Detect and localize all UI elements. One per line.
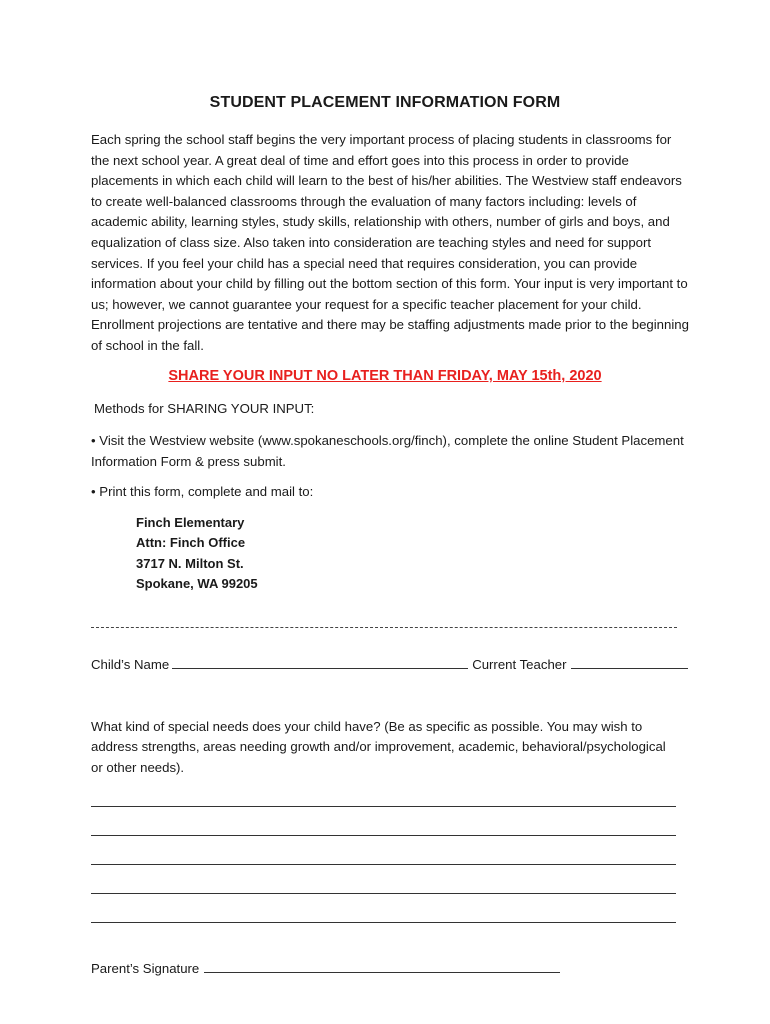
child-name-field[interactable]: [172, 656, 468, 669]
special-needs-answer-line-3[interactable]: [91, 864, 676, 865]
form-title: STUDENT PLACEMENT INFORMATION FORM: [209, 94, 561, 111]
cut-line-separator: [91, 627, 677, 628]
methods-heading: Methods for SHARING YOUR INPUT:: [94, 401, 315, 416]
current-teacher-label: Current Teacher: [472, 657, 567, 672]
special-needs-answer-line-4[interactable]: [91, 893, 676, 894]
current-teacher-field[interactable]: [571, 656, 688, 669]
special-needs-answer-line-5[interactable]: [91, 922, 676, 923]
child-info-row: [91, 656, 688, 672]
signature-row: [91, 960, 560, 976]
parent-signature-field[interactable]: [204, 960, 560, 973]
intro-paragraph: Each spring the school staff begins the very important process of placing students in classrooms for the next school year. A great deal of time and effort goes into this process in order to provide placements in which each child will learn to the best of his/her abilities. The Westview staff endeavors to create well-balanced classrooms through the evaluation of many factors including: levels of academic ability, learning styles, study skills, relationship with others, number of girls and boys, and equalization of class size. Also taken into consideration are teaching styles and need for support services. If you feel your child has a special need that requires consideration, you can provide information about your child by filling out the bottom section of this form. Your input is very important to us; however, we cannot guarantee your request for a specific teacher placement for your child. Enrollment projections are tentative and there may be staffing adjustments made prior to the beginning of school in the fall.: [91, 132, 689, 353]
special-needs-question: What kind of special needs does your child have? (Be as specific as possible. You may wish to address strengths, areas needing growth and/or improvement, academic, behavioral/psychological or other needs).: [91, 719, 666, 775]
special-needs-answer-line-2[interactable]: [91, 835, 676, 836]
address-line-city: Spokane, WA 99205: [136, 576, 258, 592]
address-line-street: 3717 N. Milton St.: [136, 555, 244, 571]
parent-signature-label: Parent’s Signature: [91, 961, 200, 976]
address-line-attn: Attn: Finch Office: [136, 535, 246, 551]
special-needs-answer-line-1[interactable]: [91, 806, 676, 807]
mailing-address: [136, 513, 258, 595]
bullet-online-submission: • Visit the Westview website (www.spokaneschools.org/finch), complete the online Student Placement Information Form & press submit.: [91, 433, 684, 469]
child-name-label: Child’s Name: [91, 657, 170, 672]
deadline-notice: SHARE YOUR INPUT NO LATER THAN FRIDAY, MAY 15th, 2020: [168, 368, 602, 384]
address-line-school: Finch Elementary: [136, 515, 245, 530]
bullet-mail-submission: • Print this form, complete and mail to:: [91, 484, 314, 499]
